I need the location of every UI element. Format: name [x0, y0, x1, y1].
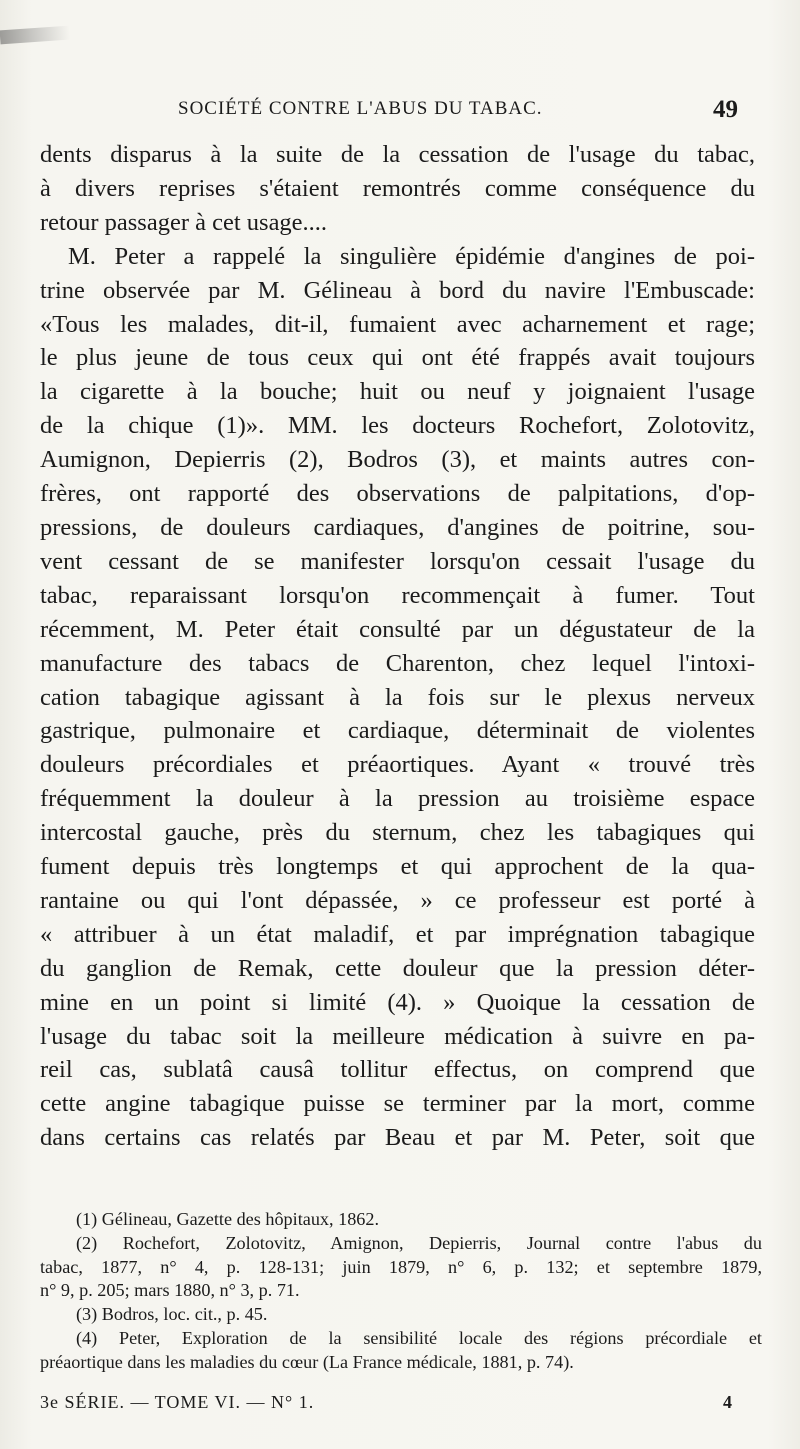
text-line: gastrique, pulmonaire et cardiaque, déterminait de violentes [40, 717, 755, 745]
printer-signature [40, 1392, 740, 1420]
page-number: 49 [713, 96, 738, 123]
text-line: cation tabagique agissant à la fois sur le plexus nerveux [40, 683, 755, 711]
footnote-4: (4) Peter, Exploration de la sensibilité locale des régions précordiale et [76, 1327, 762, 1348]
text-line: «Tous les malades, dit-il, fumaient avec acharnement et rage; [40, 310, 755, 338]
footnotes [40, 1208, 762, 1375]
text-line: « attribuer à un état maladif, et par imprégnation tabagique [40, 920, 755, 948]
footnote-1: (1) Gélineau, Gazette des hôpitaux, 1862. [76, 1209, 380, 1229]
text-line: retour passager à cet usage.... [40, 208, 328, 236]
text-line: intercostal gauche, près du sternum, chez les tabagiques qui [40, 819, 755, 847]
text-line: cette angine tabagique puisse se terminer par la mort, comme [40, 1090, 755, 1118]
footnote-2-cont: tabac, 1877, n° 4, p. 128-131; juin 1879, n° 6, p. 132; et septembre 1879, [40, 1256, 762, 1277]
text-line: trine observée par M. Gélineau à bord du navire l'Embuscade: [40, 276, 755, 304]
footnote-2-end: n° 9, p. 205; mars 1880, n° 3, p. 71. [40, 1280, 300, 1301]
text-line: rantaine ou qui l'ont dépassée, » ce professeur est porté à [40, 886, 755, 914]
text-line: l'usage du tabac soit la meilleure médication à suivre en pa- [40, 1022, 755, 1050]
text-line: vent cessant de se manifester lorsqu'on cessait l'usage du [40, 547, 755, 575]
footnote-4-end: préaortique dans les maladies du cœur (La France médicale, 1881, p. 74). [40, 1351, 574, 1372]
text-line: la cigarette à la bouche; huit ou neuf y joignaient l'usage [40, 378, 755, 406]
text-line: à divers reprises s'étaient remontrés comme conséquence du [40, 174, 755, 202]
body-text [40, 138, 755, 1155]
text-line: dents disparus à la suite de la cessation de l'usage du tabac, [40, 141, 755, 168]
text-line: fréquemment la douleur à la pression au troisième espace [40, 785, 755, 813]
text-line: dans certains cas relatés par Beau et par M. Peter, soit que [40, 1124, 755, 1152]
series-volume-number: 3e SÉRIE. — TOME VI. — N° 1. [40, 1392, 315, 1412]
text-line: mine en un point si limité (4). » Quoique la cessation de [40, 988, 755, 1016]
text-line: pressions, de douleurs cardiaques, d'angines de poitrine, sou- [40, 513, 755, 541]
scan-smudge [0, 26, 70, 45]
page-header [40, 98, 752, 132]
text-line: reil cas, sublatâ causâ tollitur effectus, on comprend que [40, 1056, 755, 1084]
text-line: le plus jeune de tous ceux qui ont été frappés avait toujours [40, 344, 755, 372]
text-line: M. Peter a rappelé la singulière épidémie d'angines de poi- [68, 242, 755, 270]
footnote-2: (2) Rochefort, Zolotovitz, Amignon, Depierris, Journal contre l'abus du [76, 1232, 762, 1253]
sheet-number: 4 [723, 1392, 732, 1412]
text-line: Aumignon, Depierris (2), Bodros (3), et maints autres con- [40, 446, 755, 474]
footnote-3: (3) Bodros, loc. cit., p. 45. [76, 1304, 268, 1325]
text-line: manufacture des tabacs de Charenton, chez lequel l'intoxi- [40, 649, 755, 677]
text-line: récemment, M. Peter était consulté par un dégustateur de la [40, 615, 755, 643]
text-line: douleurs précordiales et préaortiques. Ayant « trouvé très [40, 751, 755, 779]
text-line: du ganglion de Remak, cette douleur que la pression déter- [40, 954, 755, 982]
running-head: SOCIÉTÉ CONTRE L'ABUS DU TABAC. [178, 98, 543, 119]
text-line: tabac, reparaissant lorsqu'on recommençait à fumer. Tout [40, 581, 755, 609]
text-line: frères, ont rapporté des observations de palpitations, d'op- [40, 480, 755, 508]
text-line: fument depuis très longtemps et qui approchent de la qua- [40, 853, 755, 881]
text-line: de la chique (1)». MM. les docteurs Rochefort, Zolotovitz, [40, 412, 755, 440]
